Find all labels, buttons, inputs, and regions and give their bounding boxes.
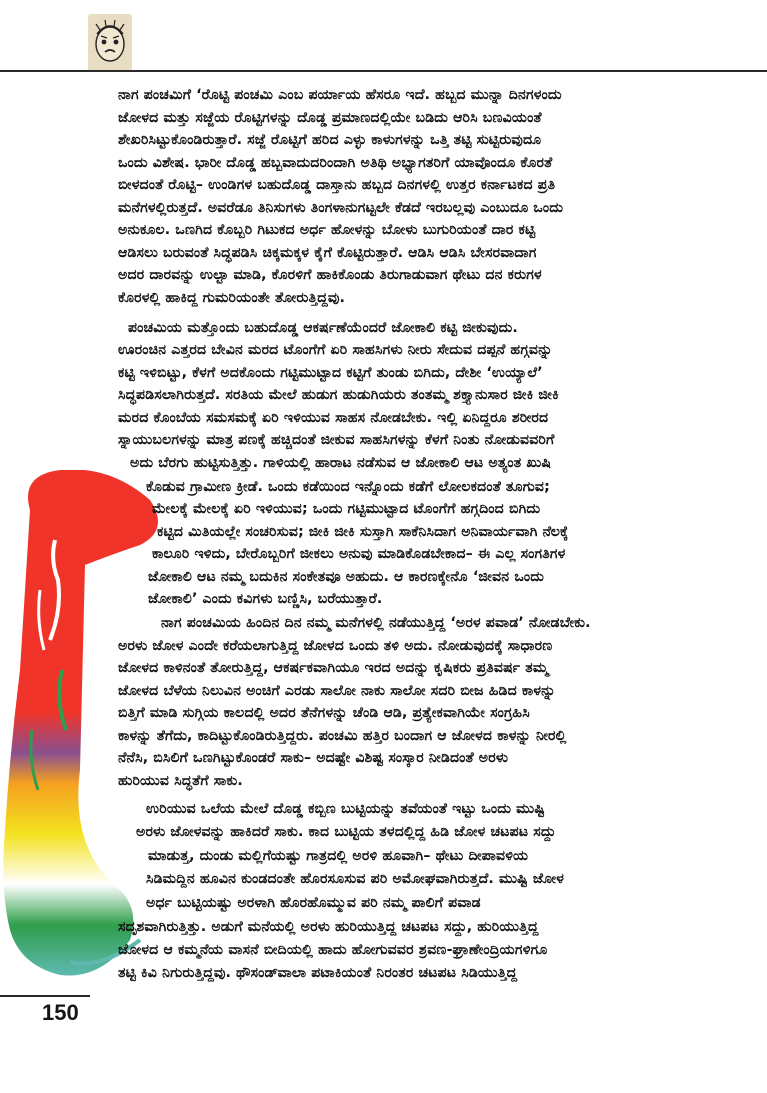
text-line: ಅರ್ಧ ಬುಟ್ಟಿಯಷ್ಟು ಅರಳಾಗಿ ಹೊರಹೊಮ್ಮುವ ಪರಿ ನಮ್ಮ ಪಾಲಿಗೆ ಪವಾಡ [146,895,481,911]
text-line: ತಟ್ಟಿ ಕಿವಿ ನಿಗುರುತ್ತಿದ್ದವು. ಥೌಸಂಡ್‍ವಾಲಾ ಪಟಾಕಿಯಂತೆ ನಿರಂತರ ಚಟಪಟ ಸಿಡಿಯುತ್ತಿದ್ದ [118,965,518,981]
text-line: ಮಾಡುತ್ತ, ದುಂಡು ಮಲ್ಲಿಗೆಯಷ್ಟು ಗಾತ್ರದಲ್ಲಿ ಅರಳಿ ಹೂವಾಗಿ– ಥೇಟು ದೀಪಾವಳಿಯ [148,848,529,864]
text-line: ನಾಗ ಪಂಚಮಿಯ ಹಿಂದಿನ ದಿನ ನಮ್ಮ ಮನೆಗಳಲ್ಲಿ ನಡೆಯುತ್ತಿದ್ದ ‘ಅರಳ ಪವಾಡ’ ನೋಡಬೇಕು. [161,615,591,631]
text-line: ಸದೃಶವಾಗಿರುತ್ತಿತ್ತು. ಅಡುಗೆ ಮನೆಯಲ್ಲಿ ಅರಳು ಹುರಿಯುತ್ತಿದ್ದ ಚಟಪಟ ಸದ್ದು, ಹುರಿಯುತ್ತಿದ್ದ [118,919,539,935]
text-line: ಕಾಳನ್ನು ತೆಗೆದು, ಕಾದಿಟ್ಟುಕೊಂಡಿರುತ್ತಿದ್ದರು. ಪಂಚಮಿ ಹತ್ತಿರ ಬಂದಾಗ ಆ ಜೋಳದ ಕಾಳನ್ನು ನೀರಲ್ಲಿ [118,728,567,744]
text-line: ಜೋಳದ ಕಾಳಿನಂತೆ ತೋರುತ್ತಿದ್ದ, ಆಕರ್ಷಕವಾಗಿಯೂ ಇರದ ಅದನ್ನು ಕೃಷಿಕರು ಪ್ರತಿವರ್ಷ ತಮ್ಮ [118,660,549,676]
text-line: ಊರಂಚಿನ ಎತ್ತರದ ಬೇವಿನ ಮರದ ಟೊಂಗೆಗೆ ಏರಿ ಸಾಹಸಿಗಳು ನೀರು ಸೇದುವ ದಪ್ಪನೆ ಹಗ್ಗವನ್ನು [118,342,553,358]
text-line: ಅದರ ದಾರವನ್ನು ಉಲ್ಟಾ ಮಾಡಿ, ಕೊರಳಿಗೆ ಹಾಕಿಕೊಂಡು ತಿರುಗಾಡುವಾಗ ಥೇಟು ದನ ಕರುಗಳ [118,267,542,283]
text-line: ಅನುಕೂಲ. ಒಣಗಿದ ಕೊಬ್ಬರಿ ಗಿಟುಕದ ಅರ್ಧ ಹೋಳನ್ನು ಬೋಳು ಬುಗುರಿಯಂತೆ ದಾರ ಕಟ್ಟಿ [118,222,536,238]
text-line: ಮೇಲಕ್ಕೆ ಮೇಲಕ್ಕೆ ಏರಿ ಇಳಿಯುವ; ಒಂದು ಗಟ್ಟಿಮುಟ್ಟಾದ ಟೊಂಗೆಗೆ ಹಗ್ಗದಿಂದ ಬಿಗಿದು [152,501,541,517]
text-line: ಬಿತ್ತಿಗೆ ಮಾಡಿ ಸುಗ್ಗಿಯ ಕಾಲದಲ್ಲಿ ಅದರ ತೆನೆಗಳನ್ನು ಚೆಂಡಿ ಆಡಿ, ಪ್ರತ್ಯೇಕವಾಗಿಯೇ ಸಂಗ್ರಹಿಸಿ [118,705,530,721]
text-line: ಕಾಲೂರಿ ಇಳಿದು, ಬೇರೊಬ್ಬರಿಗೆ ಜೀಕಲು ಅನುವು ಮಾಡಿಕೊಡಬೇಕಾದ– ಈ ಎಲ್ಲ ಸಂಗತಿಗಳ [152,546,566,562]
page-number: 150 [42,1000,79,1025]
text-line: ಜೋಕಾಲಿ ಆಟ ನಮ್ಮ ಬದುಕಿನ ಸಂಕೇತವೂ ಅಹುದು. ಆ ಕಾರಣಕ್ಕೇನೊ ‘ಜೀವನ ಒಂದು [148,569,545,585]
text-line: ಉರಿಯುವ ಒಲೆಯ ಮೇಲೆ ದೊಡ್ಡ ಕಬ್ಬಿಣ ಬುಟ್ಟಿಯನ್ನು ತವೆಯಂತೆ ಇಟ್ಟು ಒಂದು ಮುಷ್ಟಿ [146,801,545,817]
text-line: ಸಿಡಿಮದ್ದಿನ ಹೂವಿನ ಕುಂಡದಂತೇ ಹೊರಸೂಸುವ ಪರಿ ಅಮೋಘವಾಗಿರುತ್ತದೆ. ಮುಷ್ಟಿ ಜೋಳ [146,871,565,887]
text-line: ಜೋಳದ ಬೆಳೆಯ ನಿಲುವಿನ ಅಂಚಿಗೆ ಎರಡು ಸಾಲೋ ನಾಕು ಸಾಲೋ ಸದರಿ ಬೀಜ ಹಿಡಿದ ಕಾಳನ್ನು [118,683,556,699]
text-line: ಜೋಳದ ಆ ಕಮ್ಮನೆಯ ವಾಸನೆ ಬೀದಿಯಲ್ಲಿ ಹಾದು ಹೋಗುವವರ ಶ್ರವಣ-ಘ್ರಾಣೇಂದ್ರಿಯಗಳಿಗೂ [118,942,548,958]
text-line: ಸಿದ್ಧಪಡಿಸಲಾಗಿರುತ್ತದೆ. ಸರತಿಯ ಮೇಲೆ ಹುಡುಗ ಹುಡುಗಿಯರು ತಂತಮ್ಮ ಶಕ್ತ್ಯಾನುಸಾರ ಜೀಕಿ ಜೀಕಿ [118,387,559,403]
text-line: ಒಂದು ವಿಶೇಷ. ಭಾರೀ ದೊಡ್ಡ ಹಬ್ಬವಾದುದರಿಂದಾಗಿ ಅತಿಥಿ ಅಭ್ಯಾಗತರಿಗೆ ಯಾವೊಂದೂ ಕೊರತೆ [118,155,553,171]
text-line: ಆಡಿಸಲು ಬರುವಂತೆ ಸಿದ್ಧಪಡಿಸಿ ಚಿಕ್ಕಮಕ್ಕಳ ಕೈಗೆ ಕೊಟ್ಟಿರುತ್ತಾರೆ. ಆಡಿಸಿ ಆಡಿಸಿ ಬೇಸರವಾದಾಗ [118,245,537,261]
header-logo-icon [88,14,132,72]
text-line: ಕೊಡುವ ಗ್ರಾಮೀಣ ಕ್ರೀಡೆ. ಒಂದು ಕಡೆಯಿಂದ ಇನ್ನೊಂದು ಕಡೆಗೆ ಲೋಲಕದಂತೆ ತೂಗುವ; [146,479,550,495]
text-line: ಅರಳು ಜೋಳವನ್ನು ಹಾಕಿದರೆ ಸಾಕು. ಕಾದ ಬುಟ್ಟಿಯ ತಳದಲ್ಲಿದ್ದ ಹಿಡಿ ಜೋಳ ಚಟಪಟ ಸದ್ದು [136,824,556,840]
text-line: ನಾಗ ಪಂಚಮಿಗೆ ‘ರೊಟ್ಟಿ ಪಂಚಮಿ ಎಂಬ ಪರ್ಯಾಯ ಹೆಸರೂ ಇದೆ. ಹಬ್ಬದ ಮುನ್ನಾ ದಿನಗಳಂದು [118,87,562,103]
text-line: ಜೋಕಾಲಿ’ ಎಂದು ಕವಿಗಳು ಬಣ್ಣಿಸಿ, ಬರೆಯುತ್ತಾರೆ. [148,591,383,607]
text-line: ಕಟ್ಟಿ ಇಳಿಬಿಟ್ಟು, ಕೆಳಗೆ ಅದಕೊಂದು ಗಟ್ಟಿಮುಟ್ಟಾದ ಕಟ್ಟಿಗೆ ತುಂಡು ಬಿಗಿದು, ದೇಶೀ ‘ಉಯ್ಯಾಲೆ’ [118,365,543,381]
text-line: ಅರಳು ಜೋಳ ಎಂದೇ ಕರೆಯಲಾಗುತ್ತಿದ್ದ ಜೋಳದ ಒಂದು ತಳಿ ಅದು. ನೋಡುವುದಕ್ಕೆ ಸಾಧಾರಣ [118,638,553,654]
text-line: ಕಟ್ಟಿದ ಮಿತಿಯಲ್ಲೇ ಸಂಚರಿಸುವ; ಜೀಕಿ ಜೀಕಿ ಸುಸ್ತಾಗಿ ಸಾಕೆನಿಸಿದಾಗ ಅನಿವಾರ್ಯವಾಗಿ ನೆಲಕ್ಕೆ [157,524,569,540]
text-line: ನೆನೆಸಿ, ಬಿಸಿಲಿಗೆ ಒಣಗಿಟ್ಟುಕೊಂಡರೆ ಸಾಕು– ಅದಷ್ಟೇ ವಿಶಿಷ್ಟ ಸಂಸ್ಕಾರ ನೀಡಿದಂತೆ ಅರಳು [118,750,509,766]
text-line: ಬೀಳದಂತೆ ರೊಟ್ಟಿ– ಉಂಡಿಗಳ ಬಹುದೊಡ್ಡ ದಾಸ್ತಾನು ಹಬ್ಬದ ದಿನಗಳಲ್ಲಿ ಉತ್ತರ ಕರ್ನಾಟಕದ ಪ್ರತಿ [118,177,556,193]
text-line: ಅದು ಬೆರಗು ಹುಟ್ಟಿಸುತ್ತಿತ್ತು. ಗಾಳಿಯಲ್ಲಿ ಹಾರಾಟ ನಡೆಸುವ ಆ ಜೋಕಾಲಿ ಆಟ ಅತ್ಯಂತ ಖುಷಿ [130,455,552,471]
text-line: ಶೇಖರಿಸಿಟ್ಟುಕೊಂಡಿರುತ್ತಾರೆ. ಸಜ್ಜೆ ರೊಟ್ಟಿಗೆ ಹರಿದ ಎಳ್ಳು ಕಾಳುಗಳನ್ನು ಒತ್ತಿ ತಟ್ಟಿ ಸುಟ್ಟಿರುವುದೂ [118,132,542,148]
header-rule [0,70,767,72]
text-line: ಮರದ ಕೊಂಬೆಯ ಸಮಸಮಕ್ಕೆ ಏರಿ ಇಳಿಯುವ ಸಾಹಸ ನೋಡಬೇಕು. ಇಲ್ಲಿ ಏನಿದ್ದರೂ ಶರೀರದ [118,410,549,426]
text-line: ಹುರಿಯುವ ಸಿದ್ಧತೆಗೆ ಸಾಕು. [118,773,243,789]
text-line: ಮನೆಗಳಲ್ಲಿರುತ್ತದೆ. ಅವರೆಡೂ ತಿನಿಸುಗಳು ತಿಂಗಳಾನುಗಟ್ಟಲೇ ಕೆಡದೆ ಇರಬಲ್ಲವು ಎಂಬುದೂ ಒಂದು [118,200,564,216]
text-line: ಕೊರಳಲ್ಲಿ ಹಾಕಿದ್ದ ಗುಮರಿಯಂತೇ ತೋರುತ್ತಿದ್ದವು. [118,290,345,306]
text-line: ಜೋಳದ ಮತ್ತು ಸಜ್ಜೆಯ ರೊಟ್ಟಿಗಳನ್ನು ದೊಡ್ಡ ಪ್ರಮಾಣದಲ್ಲಿಯೇ ಬಡಿದು ಆರಿಸಿ ಬಣವಿಯಂತೆ [118,110,542,126]
footer-rule [0,995,90,997]
cartoon-face-icon [88,14,132,72]
text-line: ಸ್ನಾಯುಬಲಗಳನ್ನು ಮಾತ್ರ ಪಣಕ್ಕೆ ಹಚ್ಚಿದಂತೆ ಜೀಕುವ ಸಾಹಸಿಗಳನ್ನು ಕೆಳಗೆ ನಿಂತು ನೋಡುವವರಿಗೆ [118,432,555,448]
text-line: ಪಂಚಮಿಯ ಮತ್ತೊಂದು ಬಹುದೊಡ್ಡ ಆಕರ್ಷಣೆಯೆಂದರೆ ಜೋಕಾಲಿ ಕಟ್ಟಿ ಜೀಕುವುದು. [128,320,518,336]
